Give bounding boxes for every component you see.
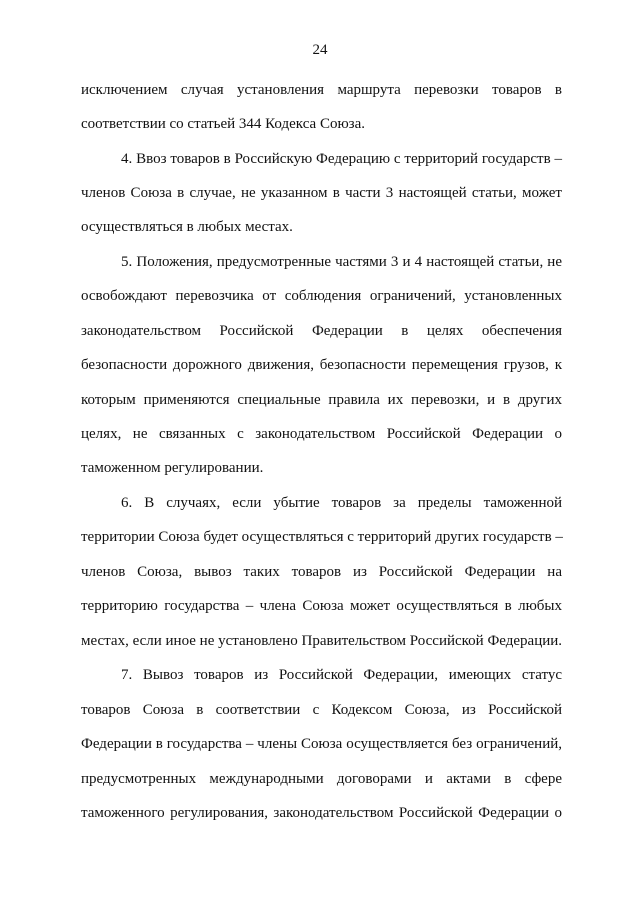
text-line: законодательством Российской Федерации в целях обеспечения <box>81 323 562 339</box>
text-line: которым применяются специальные правила их перевозки, и в других <box>81 392 562 408</box>
paragraph-start-line: 6. В случаях, если убытие товаров за пределы таможенной <box>121 495 562 511</box>
text-line: территорию государства – члена Союза может осуществляться в любых <box>81 598 562 614</box>
paragraph-start-line: 7. Вывоз товаров из Российской Федерации, имеющих статус <box>121 667 562 683</box>
text-line: таможенном регулировании. <box>81 460 264 476</box>
text-line: исключением случая установления маршрута перевозки товаров в <box>81 82 562 98</box>
text-line: освобождают перевозчика от соблюдения ограничений, установленных <box>81 288 562 304</box>
text-line: безопасности дорожного движения, безопасности перемещения грузов, к <box>81 357 562 373</box>
text-line: членов Союза, вывоз таких товаров из Российской Федерации на <box>81 564 562 580</box>
text-line: таможенного регулирования, законодательством Российской Федерации о <box>81 805 562 821</box>
page-number: 24 <box>312 42 328 58</box>
text-line: предусмотренных международными договорами и актами в сфере <box>81 771 562 787</box>
text-line: целях, не связанных с законодательством Российской Федерации о <box>81 426 562 442</box>
text-line: территории Союза будет осуществляться с территорий других государств – <box>81 529 563 545</box>
text-line: товаров Союза в соответствии с Кодексом Союза, из Российской <box>81 702 562 718</box>
paragraph-start-line: 5. Положения, предусмотренные частями 3 и 4 настоящей статьи, не <box>121 254 562 270</box>
text-line: Федерации в государства – члены Союза осуществляется без ограничений, <box>81 736 562 752</box>
text-line: соответствии со статьей 344 Кодекса Союза. <box>81 116 365 132</box>
text-line: осуществляться в любых местах. <box>81 219 293 235</box>
paragraph-start-line: 4. Ввоз товаров в Российскую Федерацию с территорий государств – <box>121 151 562 167</box>
text-line: местах, если иное не установлено Правительством Российской Федерации. <box>81 633 563 649</box>
text-line: членов Союза в случае, не указанном в части 3 настоящей статьи, может <box>81 185 562 201</box>
